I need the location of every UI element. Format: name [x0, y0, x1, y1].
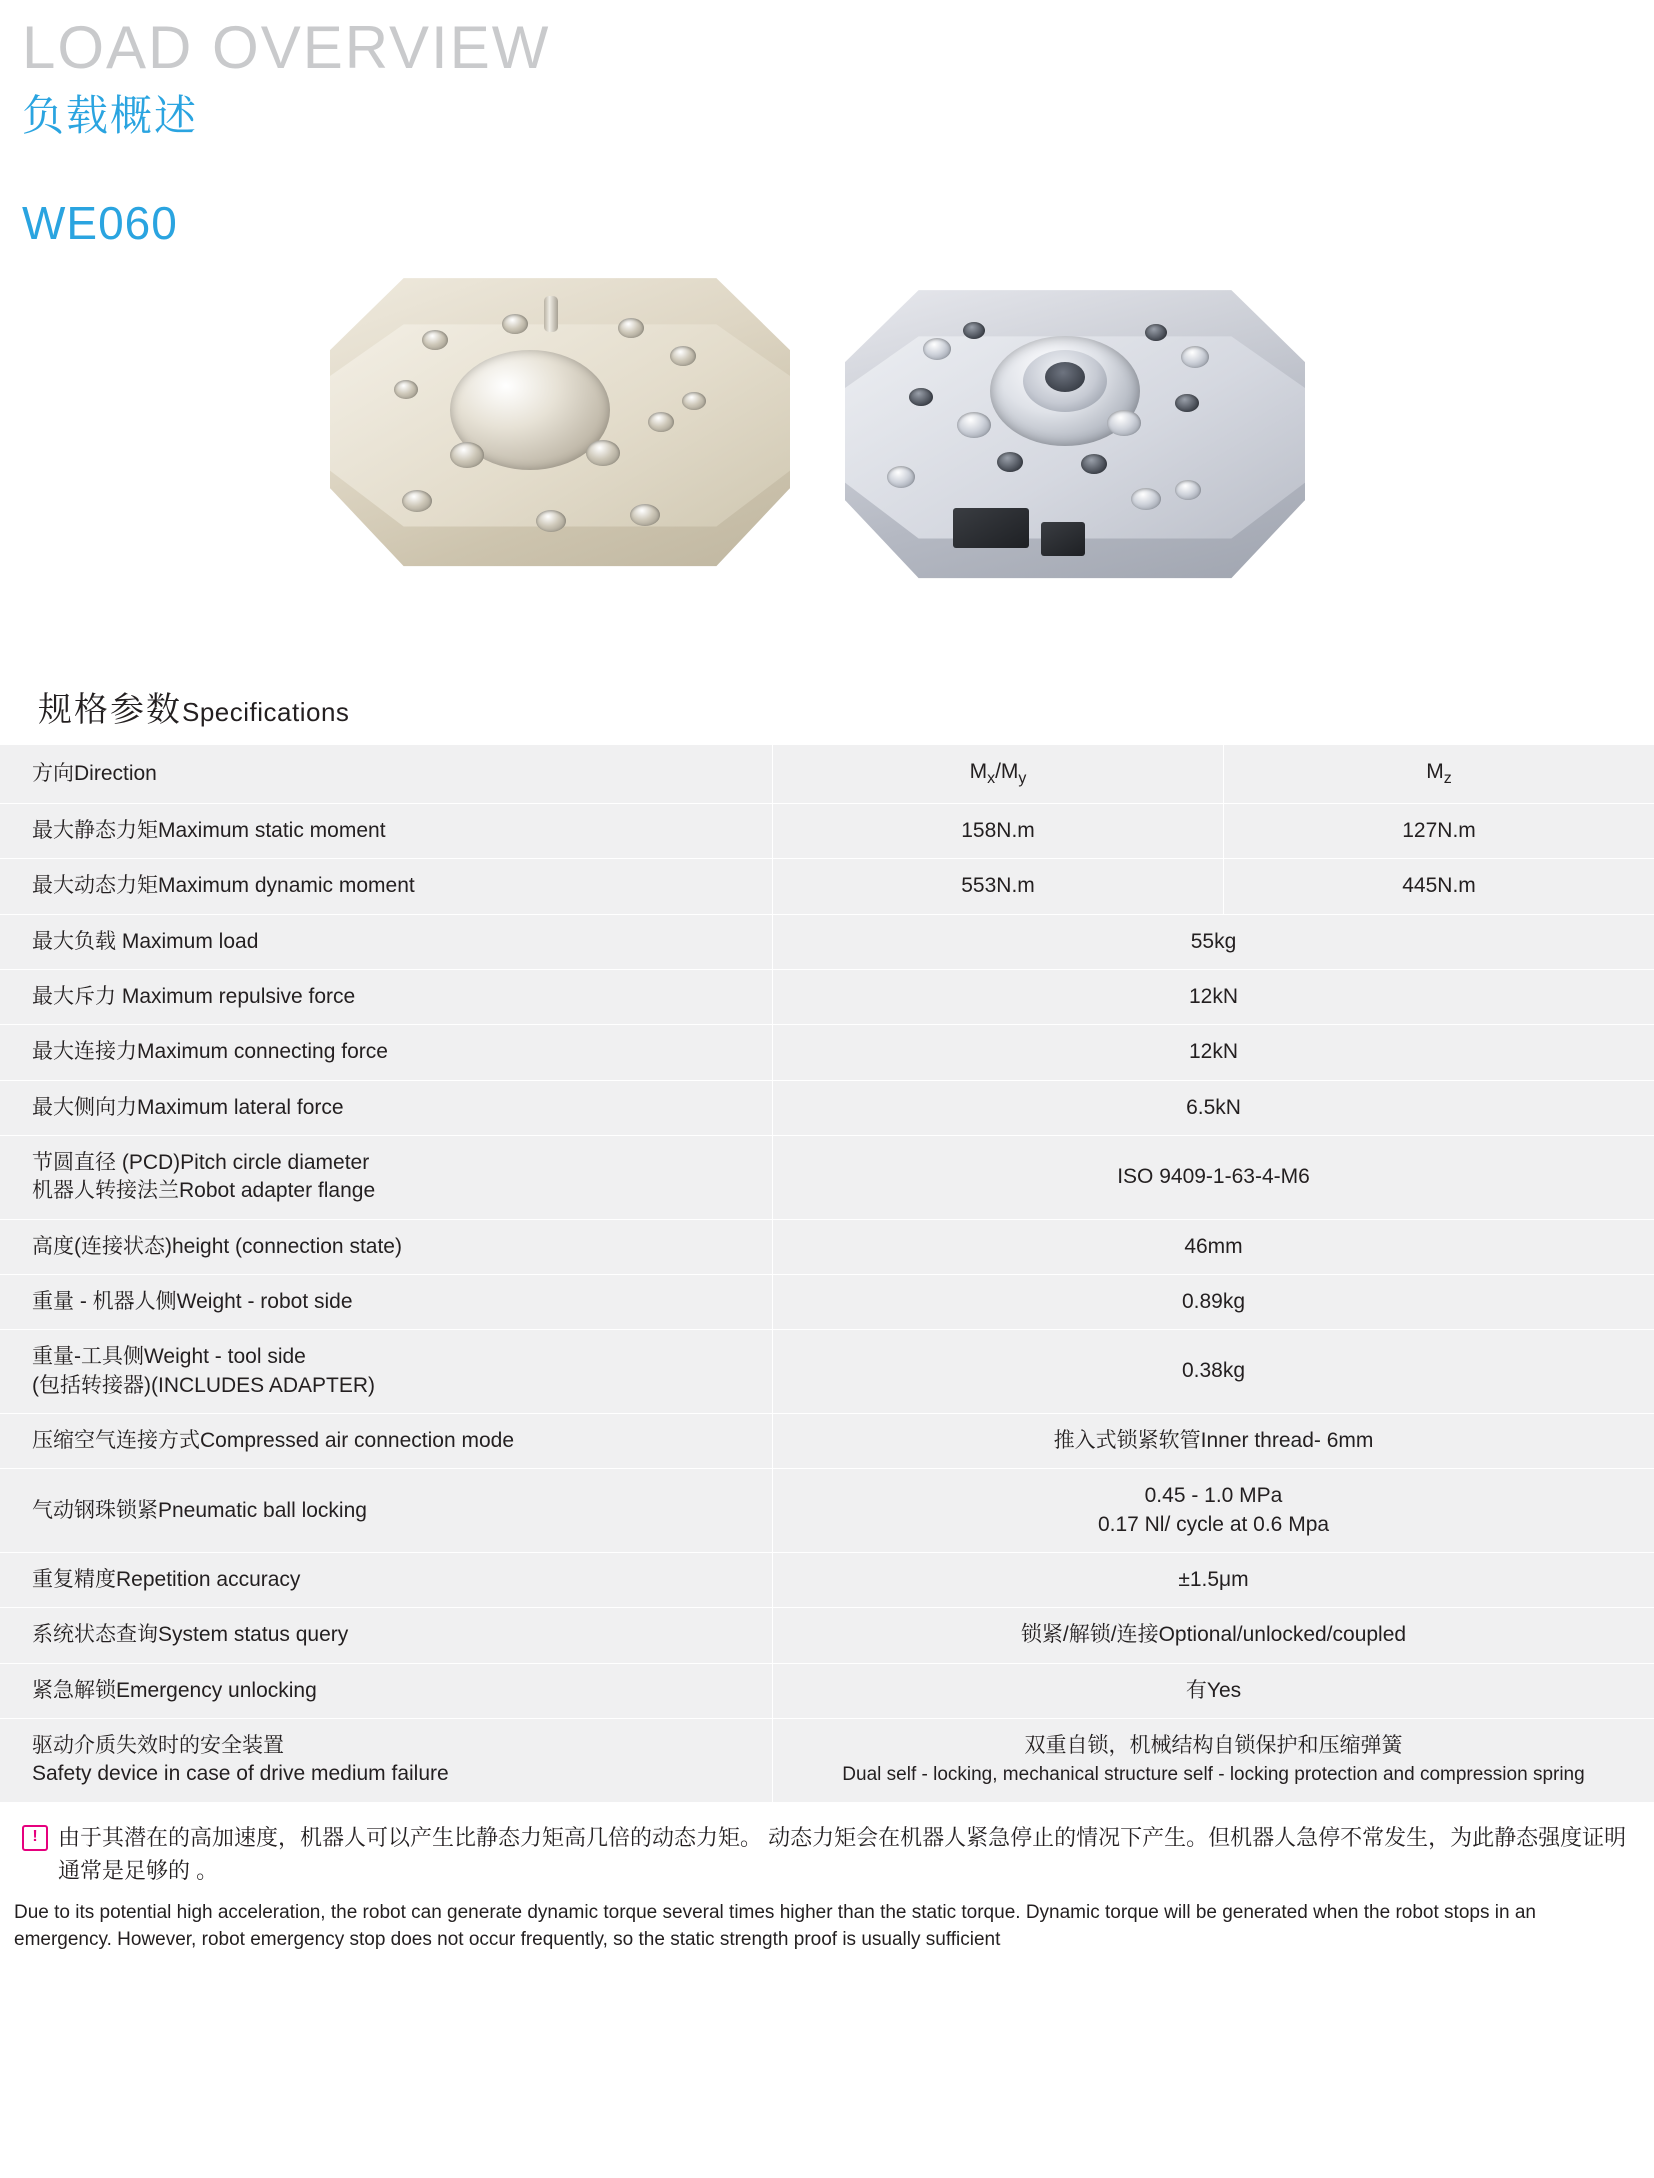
table-row — [0, 1080, 1654, 1135]
footnote-text-en: Due to its potential high acceleration, the robot can generate dynamic torque several times higher than the static torque. Dynamic torque will be generated when the robot stops in an emergency. However, robot emergency stop does not occur frequently, so the static strength proof is usually sufficient — [14, 1901, 1536, 1951]
table-row — [0, 914, 1654, 969]
table-header-row — [0, 745, 1654, 803]
page-title-en: LOAD OVERVIEW — [22, 14, 551, 81]
table-cell-label: 重量 - 机器人侧Weight - robot side — [0, 1274, 773, 1329]
table-cell-label: 紧急解锁Emergency unlocking — [0, 1663, 773, 1718]
table-cell-value: 0.38kg — [773, 1330, 1654, 1414]
table-cell-label: 压缩空气连接方式Compressed air connection mode — [0, 1414, 773, 1469]
table-cell-value: 0.45 - 1.0 MPa 0.17 Nl/ cycle at 0.6 Mpa — [773, 1469, 1654, 1553]
table-cell-label: 高度(连接状态)height (connection state) — [0, 1219, 773, 1274]
product-image-tool-side — [330, 272, 790, 572]
table-row — [0, 1608, 1654, 1663]
product-image-robot-side — [845, 284, 1305, 584]
table-cell-value: 12kN — [773, 1025, 1654, 1080]
table-row — [0, 1553, 1654, 1608]
footnote-text-cn: 由于其潜在的高加速度，机器人可以产生比静态力矩高几倍的动态力矩。 动态力矩会在机器人紧急停止的情况下产生。但机器人急停不常发生，为此静态强度证明通常是足够的 。 — [58, 1824, 1627, 1883]
table-cell-label: 重复精度Repetition accuracy — [0, 1553, 773, 1608]
table-cell-value: 46mm — [773, 1219, 1654, 1274]
table-row — [0, 1414, 1654, 1469]
table-cell-label: 最大负载 Maximum load — [0, 914, 773, 969]
page-header — [0, 0, 1654, 250]
table-row — [0, 1274, 1654, 1329]
table-cell-value-mz: 127N.m — [1224, 803, 1654, 858]
page-title-cn: 负载概述 — [22, 92, 199, 139]
table-row — [0, 1663, 1654, 1718]
table-row — [0, 1469, 1654, 1553]
table-cell-value: 推入式锁紧软管Inner thread- 6mm — [773, 1414, 1654, 1469]
table-cell-value: ±1.5μm — [773, 1553, 1654, 1608]
specifications-heading-cn: 规格参数 — [38, 691, 182, 730]
table-cell-value: ISO 9409-1-63-4-M6 — [773, 1135, 1654, 1219]
table-row — [0, 859, 1654, 914]
header-cell-mz: $M_z$ — [1224, 745, 1654, 803]
table-cell-label: 重量-工具侧Weight - tool side (包括转接器)(INCLUDES ADAPTER) — [0, 1330, 773, 1414]
specifications-heading — [38, 682, 1654, 731]
table-cell-label: 最大动态力矩Maximum dynamic moment — [0, 859, 773, 914]
table-row — [0, 1330, 1654, 1414]
table-cell-value: 有Yes — [773, 1663, 1654, 1718]
table-row — [0, 1719, 1654, 1803]
table-cell-value: 双重自锁，机械结构自锁保护和压缩弹簧 Dual self - locking, mechanical structure self - locking protection and compression spring — [773, 1719, 1654, 1803]
table-cell-label: 最大静态力矩Maximum static moment — [0, 803, 773, 858]
table-cell-value: 12kN — [773, 969, 1654, 1024]
table-cell-value: 6.5kN — [773, 1080, 1654, 1135]
table-cell-label: 最大侧向力Maximum lateral force — [0, 1080, 773, 1135]
table-cell-label: 气动钢珠锁紧Pneumatic ball locking — [0, 1469, 773, 1553]
table-cell-label: 驱动介质失效时的安全装置 Safety device in case of drive medium failure — [0, 1719, 773, 1803]
table-cell-label: 最大斥力 Maximum repulsive force — [0, 969, 773, 1024]
table-cell-value: 55kg — [773, 914, 1654, 969]
table-cell-label: 最大连接力Maximum connecting force — [0, 1025, 773, 1080]
specifications-heading-en: Specifications — [182, 697, 350, 728]
model-name: WE060 — [22, 197, 178, 250]
product-image-area — [0, 262, 1654, 652]
table-row — [0, 1025, 1654, 1080]
warning-icon: ! — [22, 1825, 48, 1851]
table-row — [0, 969, 1654, 1024]
header-cell-mxmy: $M_x/M_y$ — [773, 745, 1224, 803]
table-cell-label: 系统状态查询System status query — [0, 1608, 773, 1663]
table-row — [0, 1135, 1654, 1219]
specifications-table — [0, 745, 1654, 1803]
table-row — [0, 1219, 1654, 1274]
table-cell-value: 锁紧/解锁/连接Optional/unlocked/coupled — [773, 1608, 1654, 1663]
table-cell-value-mxmy: 553N.m — [773, 859, 1224, 914]
table-cell-value-mxmy: 158N.m — [773, 803, 1224, 858]
table-cell-label: 节圆直径 (PCD)Pitch circle diameter 机器人转接法兰Robot adapter flange — [0, 1135, 773, 1219]
table-row — [0, 803, 1654, 858]
header-cell-direction: 方向Direction — [0, 745, 773, 803]
table-cell-value: 0.89kg — [773, 1274, 1654, 1329]
table-cell-value-mz: 445N.m — [1224, 859, 1654, 914]
footnote — [14, 1821, 1644, 1887]
